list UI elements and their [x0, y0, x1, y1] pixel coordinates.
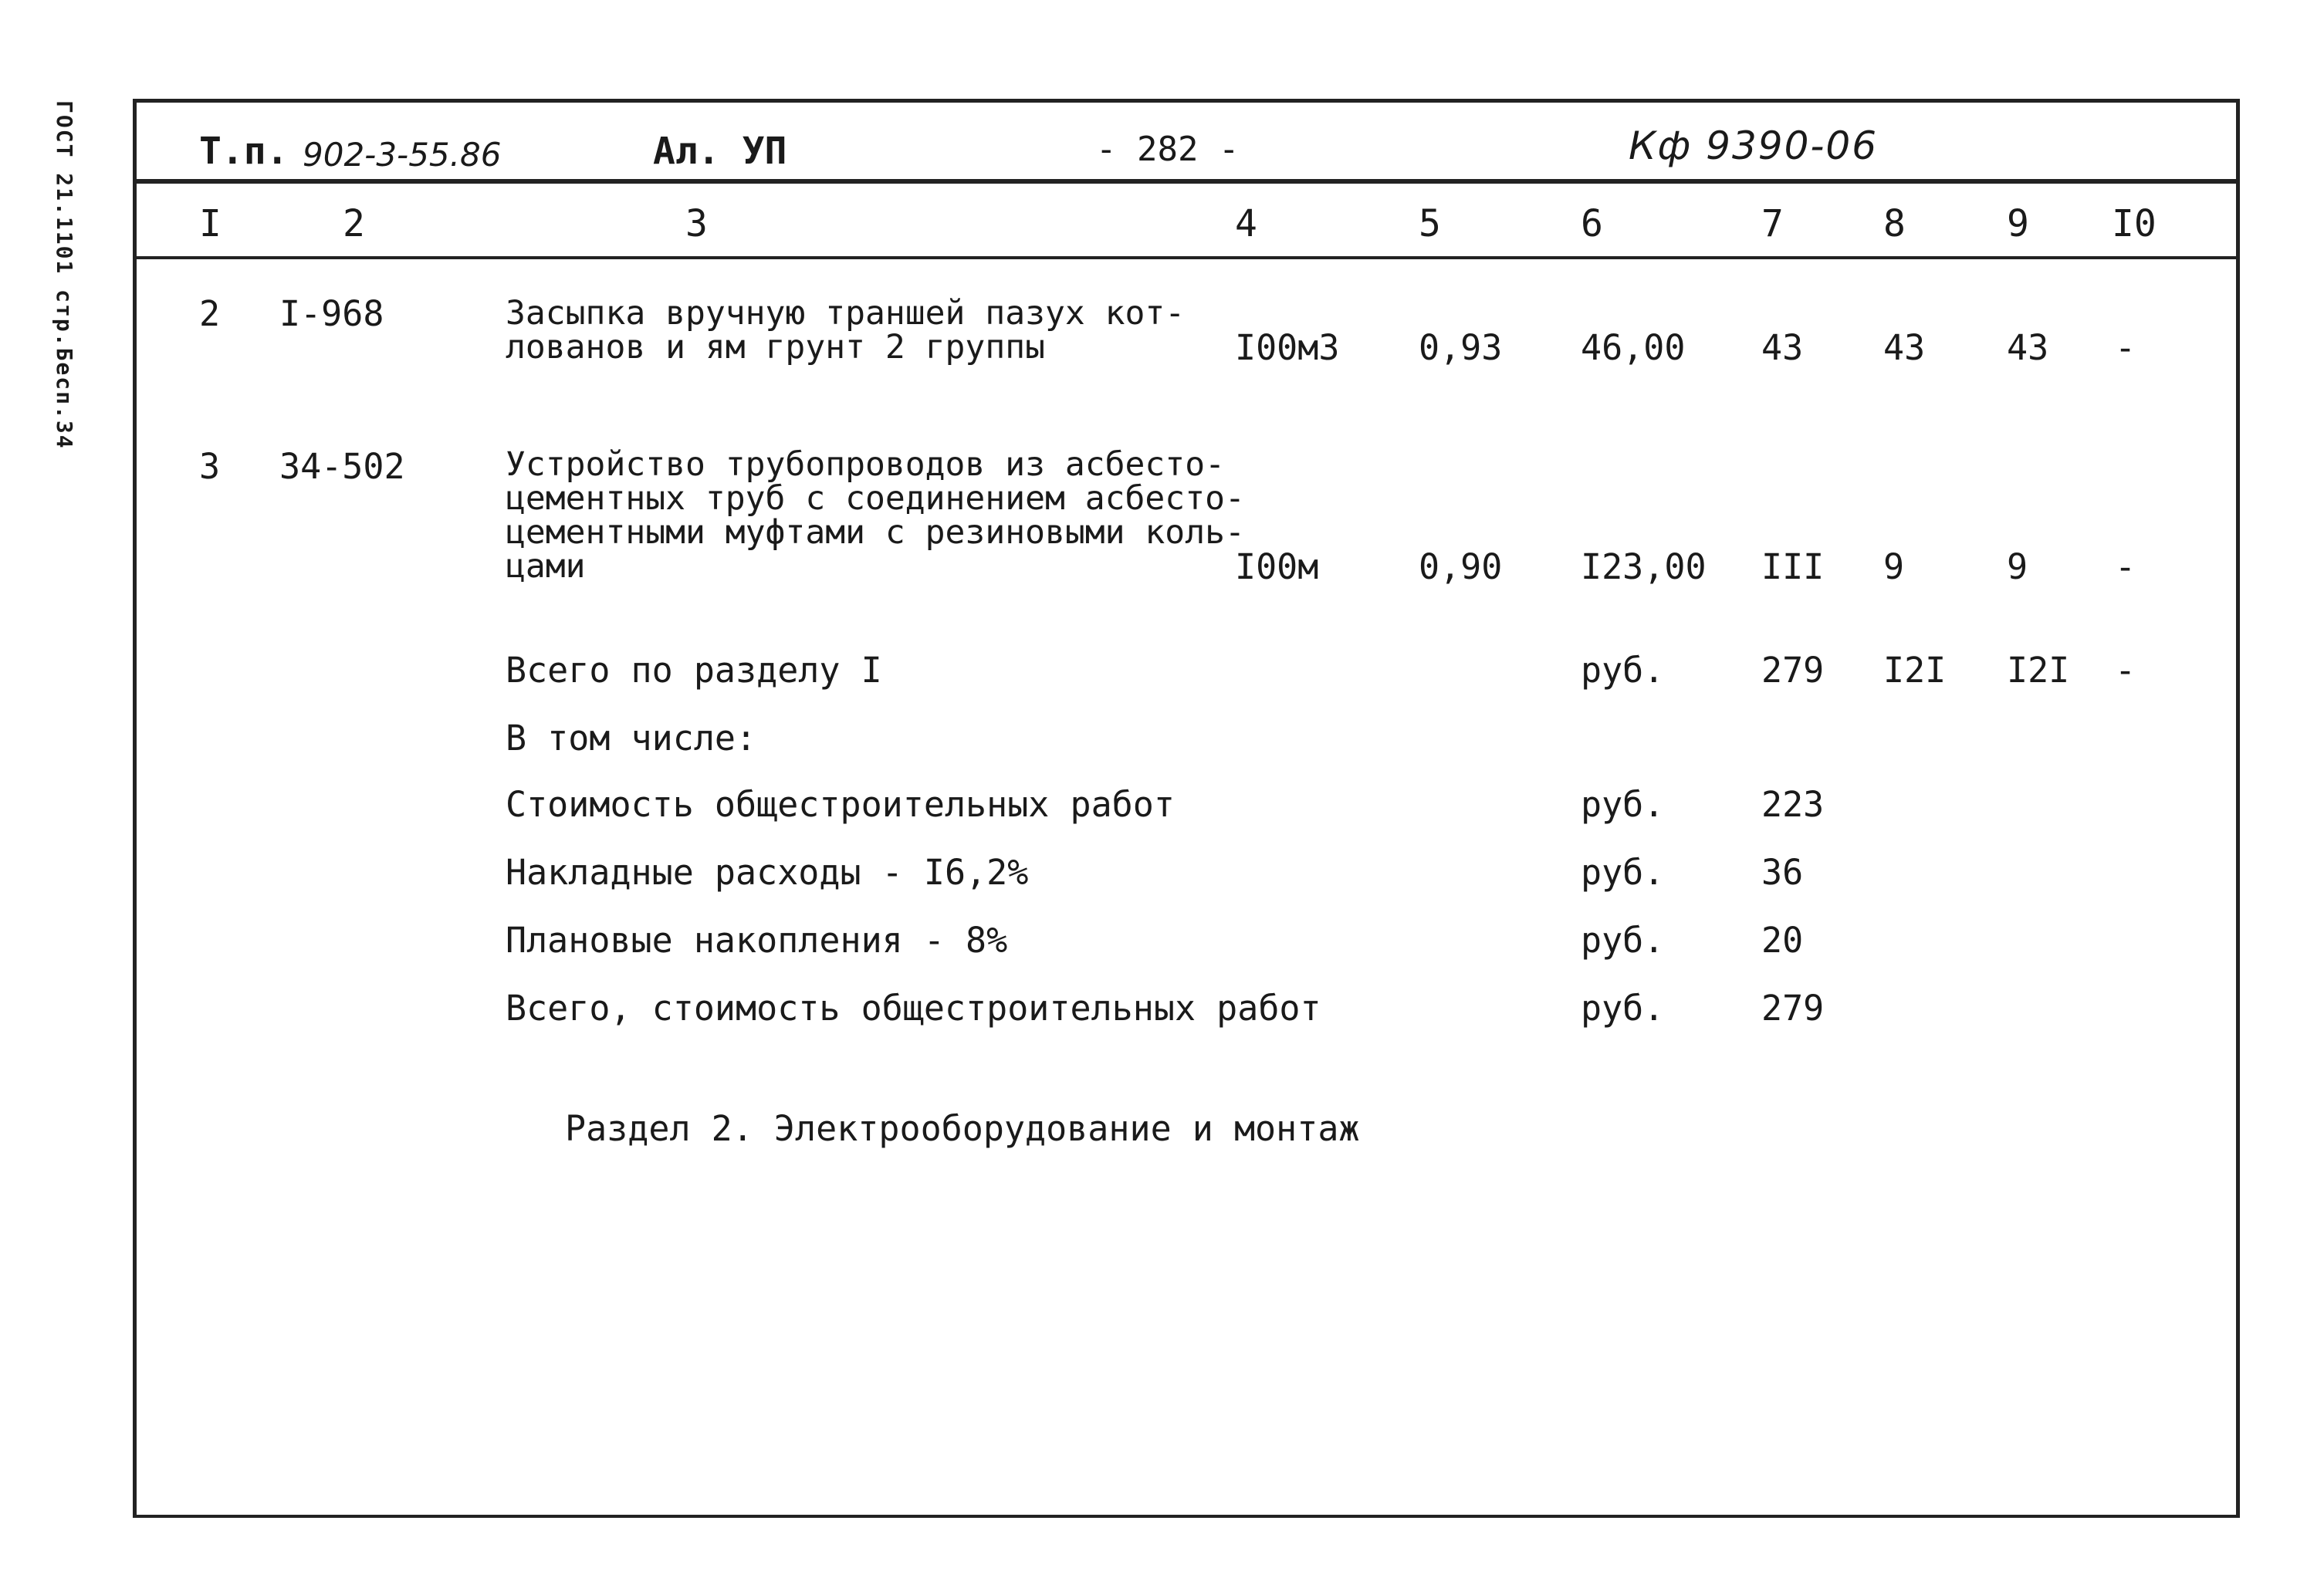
breakdown-1-value: 223	[1761, 784, 1825, 825]
side-note-text: ГОСТ 21.1101 стр.Бесп.З4	[52, 100, 77, 450]
breakdown-2-label: Накладные расходы - I6,2%	[506, 852, 1029, 893]
column-header-2: 2	[343, 202, 365, 245]
section-total-col7: 279	[1761, 650, 1825, 691]
row-1-price: 46,00	[1581, 327, 1686, 368]
row-2-col7: III	[1761, 546, 1825, 587]
section-2-title: Раздел 2. Электрооборудование и монтаж	[565, 1108, 1360, 1149]
column-header-4: 4	[1235, 202, 1257, 245]
row-2-code: 34-502	[279, 446, 405, 487]
breakdown-3-value: 20	[1761, 920, 1804, 961]
row-1-col9: 43	[2007, 327, 2049, 368]
row-2-desc-line-1: Устройство трубопроводов из асбесто-	[506, 445, 1225, 484]
section-total-unit: руб.	[1581, 650, 1665, 691]
column-header-6: 6	[1581, 202, 1603, 245]
breakdown-4-unit: руб.	[1581, 988, 1665, 1029]
row-2-col10: -	[2115, 546, 2136, 587]
including-label: В том числе:	[506, 718, 757, 759]
breakdown-4-value: 279	[1761, 988, 1825, 1029]
header-rule	[133, 179, 2236, 184]
album-label: Ал. УП	[653, 130, 787, 173]
breakdown-4-label: Всего, стоимость общестроительных работ	[506, 988, 1321, 1029]
column-header-7: 7	[1761, 202, 1784, 245]
row-2-desc-line-3: цементными муфтами с резиновыми коль-	[506, 513, 1245, 552]
sheet-frame	[133, 99, 2240, 1518]
row-2-desc-line-4: цами	[506, 547, 586, 586]
tp-label: Т.п.	[199, 130, 289, 173]
column-header-3: 3	[685, 202, 708, 245]
breakdown-3-label: Плановые накопления - 8%	[506, 920, 1008, 961]
row-2-col9: 9	[2007, 546, 2028, 587]
column-header-10: I0	[2112, 202, 2157, 245]
row-1-number: 2	[199, 293, 221, 334]
row-1-col8: 43	[1883, 327, 1926, 368]
row-2-unit: I00м	[1235, 546, 1319, 587]
breakdown-3-unit: руб.	[1581, 920, 1665, 961]
section-total-col9: I2I	[2007, 650, 2070, 691]
page-number: - 282 -	[1096, 130, 1240, 169]
row-1-quantity: 0,93	[1419, 327, 1503, 368]
row-1-desc-line-1: Засыпка вручную траншей пазух кот-	[506, 294, 1186, 333]
column-header-5: 5	[1419, 202, 1441, 245]
breakdown-2-value: 36	[1761, 852, 1804, 893]
document-code: Кф 9390-06	[1629, 123, 1879, 168]
column-header-9: 9	[2007, 202, 2029, 245]
column-header-rule	[133, 256, 2236, 259]
row-1-desc-line-2: лованов и ям грунт 2 группы	[506, 328, 1045, 367]
column-header-8: 8	[1883, 202, 1906, 245]
tp-number: 902-3-55.86	[303, 136, 502, 174]
row-2-quantity: 0,90	[1419, 546, 1503, 587]
section-total-col8: I2I	[1883, 650, 1947, 691]
column-header-1: I	[199, 202, 222, 245]
breakdown-2-unit: руб.	[1581, 852, 1665, 893]
row-2-number: 3	[199, 446, 221, 487]
side-note	[31, 100, 85, 517]
row-2-col8: 9	[1883, 546, 1905, 587]
row-1-unit: I00м3	[1235, 327, 1340, 368]
row-1-col10: -	[2115, 327, 2136, 368]
row-1-code: I-968	[279, 293, 384, 334]
breakdown-1-unit: руб.	[1581, 784, 1665, 825]
section-total-label: Всего по разделу I	[506, 650, 882, 691]
section-total-col10: -	[2115, 650, 2136, 691]
row-2-desc-line-2: цементных труб с соединением асбесто-	[506, 479, 1245, 518]
row-2-price: I23,00	[1581, 546, 1707, 587]
row-1-col7: 43	[1761, 327, 1804, 368]
breakdown-1-label: Стоимость общестроительных работ	[506, 784, 1175, 825]
